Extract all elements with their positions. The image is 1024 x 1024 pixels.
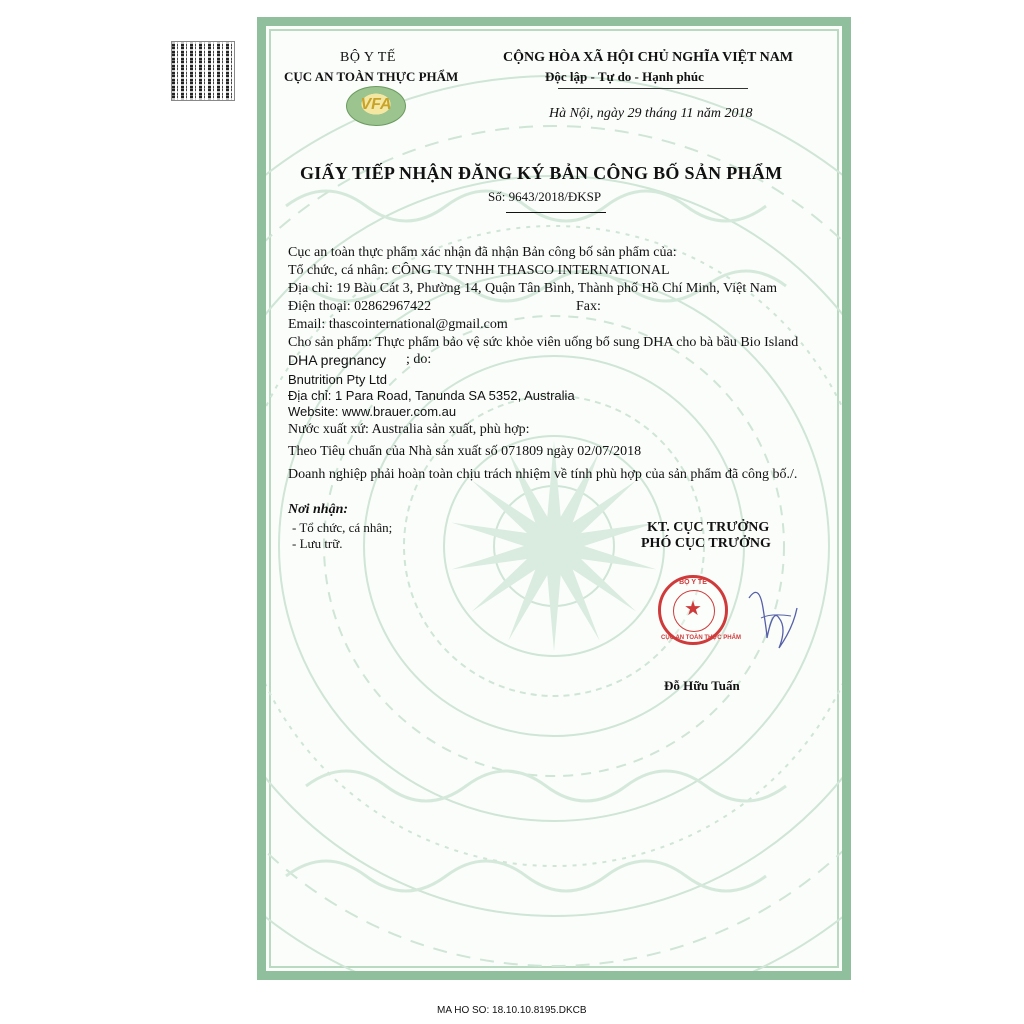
- country-name: CỘNG HÒA XÃ HỘI CHỦ NGHĨA VIỆT NAM: [503, 50, 794, 65]
- seal-top-text: BỘ Y TẾ: [679, 579, 707, 586]
- motto-underline: [558, 88, 748, 89]
- document-title: GIẤY TIẾP NHẬN ĐĂNG KÝ BẢN CÔNG BỐ SẢN PHẨM: [300, 163, 783, 183]
- product-suffix: ; do:: [406, 352, 432, 367]
- seal-bottom-text: CỤC AN TOÀN THỰC PHẨM: [661, 635, 741, 641]
- address-line: Địa chỉ: 19 Bàu Cát 3, Phường 14, Quận Tân Bình, Thành phố Hồ Chí Minh, Việt Nam: [288, 281, 777, 296]
- recipient-item: - Tổ chức, cá nhân;: [292, 520, 393, 535]
- title-underline: [506, 212, 606, 213]
- standard-line: Theo Tiêu chuẩn của Nhà sản xuất số 071809 ngày 02/07/2018: [288, 444, 642, 459]
- signer-name: Đỗ Hữu Tuấn: [664, 678, 740, 693]
- ministry-name: BỘ Y TẾ: [340, 50, 396, 65]
- product-line: Cho sản phẩm: Thực phẩm bảo vệ sức khỏe viên uống bổ sung DHA cho bà bầu Bio Island: [288, 335, 799, 350]
- dossier-code: MA HO SO: 18.10.10.8195.DKCB: [437, 1005, 587, 1016]
- certificate-frame: [257, 17, 851, 980]
- website-line: Website: www.brauer.com.au: [288, 404, 457, 419]
- fax-line: Fax:: [576, 299, 601, 314]
- email-line: Email: thascointernational@gmail.com: [288, 317, 508, 332]
- signer-title-1: KT. CỤC TRƯỞNG: [647, 520, 770, 535]
- issue-date: Hà Nội, ngày 29 tháng 11 năm 2018: [549, 106, 753, 121]
- handwritten-signature: [741, 578, 801, 658]
- national-motto: Độc lập - Tự do - Hạnh phúc: [545, 69, 704, 84]
- recipients-title: Nơi nhận:: [288, 502, 349, 517]
- document-number: Số: 9643/2018/ĐKSP: [488, 189, 602, 204]
- star-icon: ★: [684, 596, 702, 620]
- vfa-logo: [346, 86, 406, 126]
- recipient-item: - Lưu trữ.: [292, 536, 343, 551]
- qr-code: [172, 42, 234, 100]
- agency-name: CỤC AN TOÀN THỰC PHẨM: [284, 69, 459, 84]
- responsibility-line: Doanh nghiệp phải hoàn toàn chịu trách nhiệm về tính phù hợp của sản phẩm đã công bố./.: [288, 467, 798, 482]
- official-seal: [658, 575, 741, 645]
- origin-line: Nước xuất xứ: Australia sản xuất, phù hợp:: [288, 422, 530, 437]
- vfa-logo-text: VFA: [360, 96, 392, 113]
- phone-line: Điện thoại: 02862967422: [288, 299, 432, 314]
- product-name-line: DHA pregnancy: [288, 352, 387, 368]
- manufacturer-address-line: Địa chỉ: 1 Para Road, Tanunda SA 5352, Australia: [288, 388, 575, 403]
- intro-text: Cục an toàn thực phẩm xác nhận đã nhận Bản công bố sản phẩm của:: [288, 245, 677, 260]
- manufacturer-line: Bnutrition Pty Ltd: [288, 372, 387, 387]
- signer-title-2: PHÓ CỤC TRƯỞNG: [641, 536, 771, 551]
- organization-line: Tổ chức, cá nhân: CÔNG TY TNHH THASCO INTERNATIONAL: [288, 263, 670, 278]
